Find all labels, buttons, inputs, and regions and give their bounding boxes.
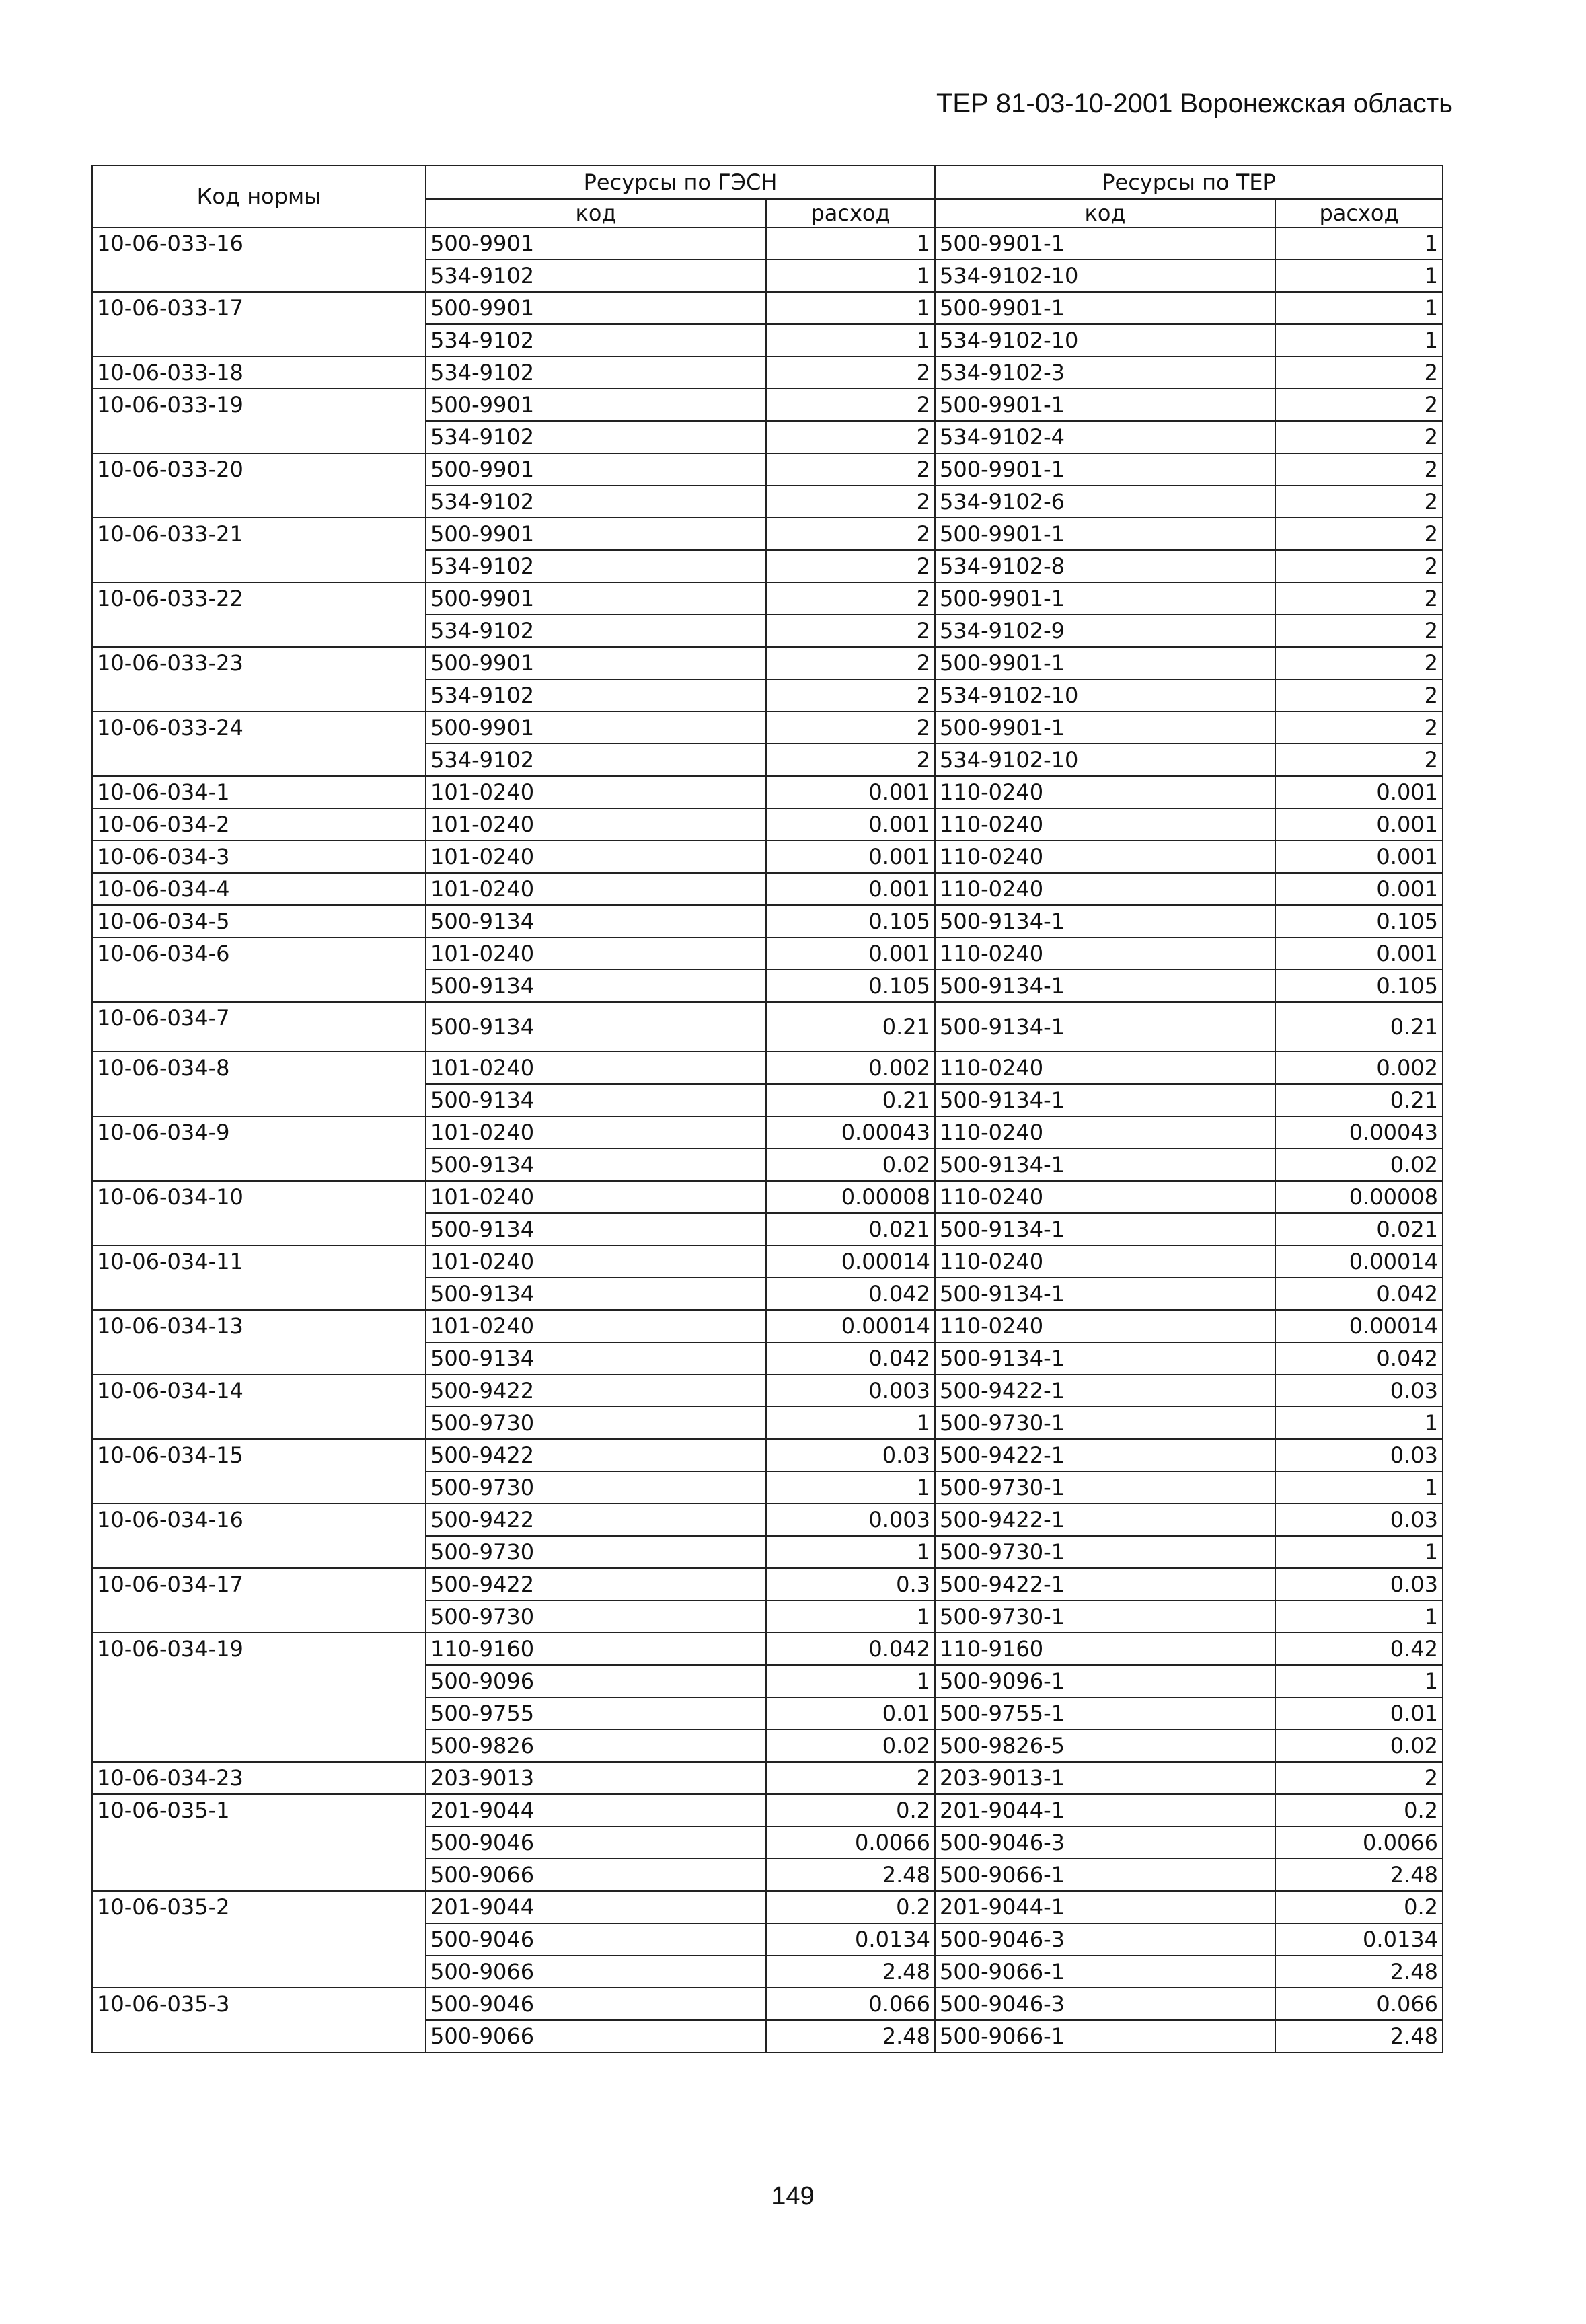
ter-code-cell: 110-0240 <box>935 1310 1275 1342</box>
table-row <box>92 1439 1443 1471</box>
norm-code-cell: 10-06-034-13 <box>92 1310 426 1374</box>
gesn-rate-cell: 0.3 <box>766 1568 935 1600</box>
table-row <box>92 808 1443 841</box>
ter-rate-header: расход <box>1275 199 1443 227</box>
ter-rate-cell: 1 <box>1275 1407 1443 1439</box>
ter-code-cell: 500-9066-1 <box>935 1859 1275 1891</box>
gesn-rate-cell: 0.003 <box>766 1504 935 1536</box>
table-row <box>92 647 1443 679</box>
norm-code-cell: 10-06-035-3 <box>92 1988 426 2052</box>
ter-rate-cell: 2 <box>1275 1762 1443 1794</box>
gesn-rate-cell: 0.21 <box>766 1084 935 1116</box>
gesn-code-cell: 534-9102 <box>426 744 766 776</box>
gesn-rate-cell: 0.105 <box>766 905 935 937</box>
gesn-rate-cell: 0.066 <box>766 1988 935 2020</box>
gesn-code-cell: 500-9096 <box>426 1665 766 1697</box>
norm-code-cell: 10-06-034-23 <box>92 1762 426 1794</box>
ter-rate-cell: 0.02 <box>1275 1149 1443 1181</box>
gesn-code-cell: 500-9422 <box>426 1568 766 1600</box>
gesn-rate-cell: 2 <box>766 389 935 421</box>
ter-rate-cell: 0.21 <box>1275 1084 1443 1116</box>
gesn-rate-cell: 1 <box>766 227 935 260</box>
ter-rate-cell: 0.2 <box>1275 1794 1443 1826</box>
ter-rate-cell: 0.03 <box>1275 1374 1443 1407</box>
ter-rate-cell: 0.03 <box>1275 1504 1443 1536</box>
gesn-rate-cell: 2 <box>766 356 935 389</box>
ter-rate-cell: 2 <box>1275 421 1443 453</box>
gesn-code-cell: 534-9102 <box>426 486 766 518</box>
gesn-code-cell: 500-9046 <box>426 1826 766 1859</box>
ter-code-cell: 203-9013-1 <box>935 1762 1275 1794</box>
gesn-code-cell: 500-9134 <box>426 1149 766 1181</box>
table-row <box>92 905 1443 937</box>
ter-code-cell: 500-9422-1 <box>935 1504 1275 1536</box>
gesn-rate-cell: 2 <box>766 1762 935 1794</box>
table-row <box>92 227 1443 260</box>
ter-resources-header: Ресурсы по ТЕР <box>935 165 1443 199</box>
norm-code-cell: 10-06-034-9 <box>92 1116 426 1181</box>
gesn-code-cell: 101-0240 <box>426 1052 766 1084</box>
ter-rate-cell: 0.2 <box>1275 1891 1443 1923</box>
gesn-rate-cell: 0.042 <box>766 1342 935 1374</box>
table-row <box>92 873 1443 905</box>
ter-code-cell: 110-9160 <box>935 1633 1275 1665</box>
ter-code-cell: 500-9134-1 <box>935 1084 1275 1116</box>
ter-rate-cell: 1 <box>1275 227 1443 260</box>
table-row <box>92 1245 1443 1278</box>
ter-code-cell: 500-9901-1 <box>935 227 1275 260</box>
gesn-code-cell: 534-9102 <box>426 260 766 292</box>
gesn-rate-cell: 2.48 <box>766 2020 935 2052</box>
gesn-code-cell: 500-9066 <box>426 2020 766 2052</box>
gesn-code-cell: 500-9134 <box>426 1213 766 1245</box>
norm-code-cell: 10-06-033-16 <box>92 227 426 292</box>
gesn-rate-cell: 0.001 <box>766 873 935 905</box>
norm-code-cell: 10-06-034-17 <box>92 1568 426 1633</box>
ter-code-header: код <box>935 199 1275 227</box>
ter-code-cell: 110-0240 <box>935 1052 1275 1084</box>
gesn-rate-cell: 0.02 <box>766 1149 935 1181</box>
gesn-rate-cell: 1 <box>766 1600 935 1633</box>
gesn-code-cell: 500-9422 <box>426 1504 766 1536</box>
gesn-code-cell: 500-9826 <box>426 1730 766 1762</box>
gesn-code-cell: 500-9422 <box>426 1374 766 1407</box>
ter-rate-cell: 0.001 <box>1275 841 1443 873</box>
ter-code-cell: 500-9422-1 <box>935 1374 1275 1407</box>
ter-rate-cell: 2 <box>1275 389 1443 421</box>
ter-code-cell: 110-0240 <box>935 937 1275 970</box>
table-row <box>92 1891 1443 1923</box>
gesn-code-cell: 500-9066 <box>426 1859 766 1891</box>
norm-code-cell: 10-06-034-3 <box>92 841 426 873</box>
ter-code-cell: 500-9901-1 <box>935 453 1275 486</box>
gesn-code-cell: 101-0240 <box>426 1245 766 1278</box>
table-row <box>92 1794 1443 1826</box>
ter-code-cell: 500-9134-1 <box>935 1278 1275 1310</box>
ter-rate-cell: 2 <box>1275 615 1443 647</box>
ter-code-cell: 500-9730-1 <box>935 1471 1275 1504</box>
ter-code-cell: 500-9901-1 <box>935 518 1275 550</box>
gesn-rate-cell: 1 <box>766 1665 935 1697</box>
ter-code-cell: 534-9102-10 <box>935 679 1275 711</box>
ter-code-cell: 500-9901-1 <box>935 292 1275 324</box>
gesn-code-cell: 534-9102 <box>426 615 766 647</box>
gesn-code-cell: 203-9013 <box>426 1762 766 1794</box>
ter-code-cell: 500-9422-1 <box>935 1568 1275 1600</box>
gesn-rate-cell: 0.002 <box>766 1052 935 1084</box>
gesn-code-cell: 500-9901 <box>426 711 766 744</box>
ter-rate-cell: 2 <box>1275 356 1443 389</box>
table-row <box>92 1052 1443 1084</box>
ter-rate-cell: 1 <box>1275 1600 1443 1633</box>
gesn-code-cell: 101-0240 <box>426 937 766 970</box>
table-row <box>92 1002 1443 1052</box>
gesn-rate-cell: 0.001 <box>766 776 935 808</box>
gesn-code-cell: 500-9730 <box>426 1600 766 1633</box>
ter-rate-cell: 0.03 <box>1275 1568 1443 1600</box>
gesn-rate-cell: 0.00043 <box>766 1116 935 1149</box>
ter-rate-cell: 0.021 <box>1275 1213 1443 1245</box>
gesn-rate-cell: 2 <box>766 615 935 647</box>
gesn-rate-cell: 2 <box>766 518 935 550</box>
gesn-code-header: код <box>426 199 766 227</box>
gesn-rate-cell: 0.021 <box>766 1213 935 1245</box>
norm-code-cell: 10-06-033-17 <box>92 292 426 356</box>
norm-code-cell: 10-06-033-19 <box>92 389 426 453</box>
gesn-code-cell: 101-0240 <box>426 1310 766 1342</box>
norm-code-cell: 10-06-034-14 <box>92 1374 426 1439</box>
ter-rate-cell: 1 <box>1275 260 1443 292</box>
table-row <box>92 1568 1443 1600</box>
gesn-rate-cell: 0.042 <box>766 1633 935 1665</box>
norm-code-cell: 10-06-034-4 <box>92 873 426 905</box>
table-row <box>92 292 1443 324</box>
ter-code-cell: 534-9102-10 <box>935 260 1275 292</box>
table-row <box>92 1988 1443 2020</box>
gesn-rate-cell: 1 <box>766 1407 935 1439</box>
gesn-rate-cell: 2 <box>766 486 935 518</box>
document-header: ТЕР 81-03-10-2001 Воронежская область <box>936 89 1453 118</box>
gesn-rate-cell: 1 <box>766 324 935 356</box>
ter-rate-cell: 0.01 <box>1275 1697 1443 1730</box>
gesn-code-cell: 201-9044 <box>426 1891 766 1923</box>
ter-code-cell: 534-9102-4 <box>935 421 1275 453</box>
gesn-rate-cell: 2 <box>766 744 935 776</box>
gesn-rate-cell: 0.0134 <box>766 1923 935 1955</box>
ter-code-cell: 110-0240 <box>935 1181 1275 1213</box>
norm-code-cell: 10-06-034-15 <box>92 1439 426 1504</box>
norm-code-cell: 10-06-034-1 <box>92 776 426 808</box>
table-row <box>92 1374 1443 1407</box>
gesn-rate-cell: 2.48 <box>766 1955 935 1988</box>
ter-code-cell: 500-9730-1 <box>935 1600 1275 1633</box>
norm-code-cell: 10-06-034-2 <box>92 808 426 841</box>
norm-code-cell: 10-06-034-8 <box>92 1052 426 1116</box>
table-row <box>92 1181 1443 1213</box>
ter-rate-cell: 0.42 <box>1275 1633 1443 1665</box>
gesn-rate-cell: 1 <box>766 292 935 324</box>
gesn-code-cell: 500-9134 <box>426 1084 766 1116</box>
gesn-rate-cell: 2 <box>766 647 935 679</box>
ter-code-cell: 110-0240 <box>935 1245 1275 1278</box>
ter-rate-cell: 2.48 <box>1275 1955 1443 1988</box>
gesn-code-cell: 500-9901 <box>426 292 766 324</box>
table-row <box>92 582 1443 615</box>
gesn-code-cell: 500-9422 <box>426 1439 766 1471</box>
gesn-code-cell: 500-9755 <box>426 1697 766 1730</box>
norm-code-cell: 10-06-033-23 <box>92 647 426 711</box>
ter-code-cell: 110-0240 <box>935 841 1275 873</box>
norm-code-cell: 10-06-034-5 <box>92 905 426 937</box>
gesn-code-cell: 500-9901 <box>426 518 766 550</box>
ter-rate-cell: 0.21 <box>1275 1002 1443 1052</box>
table-row <box>92 1116 1443 1149</box>
gesn-code-cell: 534-9102 <box>426 679 766 711</box>
gesn-rate-cell: 2 <box>766 679 935 711</box>
ter-rate-cell: 0.03 <box>1275 1439 1443 1471</box>
gesn-code-cell: 500-9046 <box>426 1923 766 1955</box>
ter-code-cell: 500-9901-1 <box>935 647 1275 679</box>
resources-table <box>91 165 1443 2053</box>
table-row <box>92 776 1443 808</box>
gesn-code-cell: 500-9901 <box>426 227 766 260</box>
gesn-rate-cell: 1 <box>766 1471 935 1504</box>
norm-code-cell: 10-06-035-1 <box>92 1794 426 1891</box>
gesn-code-cell: 101-0240 <box>426 776 766 808</box>
ter-rate-cell: 1 <box>1275 1665 1443 1697</box>
table-row <box>92 453 1443 486</box>
ter-code-cell: 500-9046-3 <box>935 1923 1275 1955</box>
ter-code-cell: 500-9730-1 <box>935 1407 1275 1439</box>
gesn-resources-header: Ресурсы по ГЭСН <box>426 165 935 199</box>
gesn-rate-cell: 2 <box>766 421 935 453</box>
gesn-code-cell: 500-9730 <box>426 1407 766 1439</box>
ter-rate-cell: 2.48 <box>1275 2020 1443 2052</box>
ter-rate-cell: 0.00014 <box>1275 1310 1443 1342</box>
gesn-rate-cell: 1 <box>766 1536 935 1568</box>
gesn-rate-cell: 0.042 <box>766 1278 935 1310</box>
gesn-rate-cell: 2 <box>766 711 935 744</box>
gesn-code-cell: 500-9134 <box>426 905 766 937</box>
ter-code-cell: 534-9102-9 <box>935 615 1275 647</box>
gesn-rate-cell: 2 <box>766 453 935 486</box>
ter-code-cell: 110-0240 <box>935 808 1275 841</box>
gesn-rate-header: расход <box>766 199 935 227</box>
ter-rate-cell: 2 <box>1275 518 1443 550</box>
gesn-rate-cell: 0.003 <box>766 1374 935 1407</box>
gesn-code-cell: 500-9901 <box>426 453 766 486</box>
gesn-code-cell: 500-9134 <box>426 1342 766 1374</box>
ter-code-cell: 500-9134-1 <box>935 1002 1275 1052</box>
gesn-rate-cell: 0.2 <box>766 1794 935 1826</box>
gesn-rate-cell: 0.03 <box>766 1439 935 1471</box>
ter-rate-cell: 0.105 <box>1275 905 1443 937</box>
ter-rate-cell: 0.042 <box>1275 1342 1443 1374</box>
gesn-rate-cell: 2.48 <box>766 1859 935 1891</box>
ter-rate-cell: 0.02 <box>1275 1730 1443 1762</box>
gesn-code-cell: 500-9730 <box>426 1536 766 1568</box>
ter-rate-cell: 2 <box>1275 744 1443 776</box>
gesn-code-cell: 500-9901 <box>426 582 766 615</box>
gesn-code-cell: 500-9134 <box>426 970 766 1002</box>
gesn-rate-cell: 0.001 <box>766 808 935 841</box>
norm-code-cell: 10-06-034-16 <box>92 1504 426 1568</box>
gesn-rate-cell: 0.00014 <box>766 1245 935 1278</box>
table-row <box>92 518 1443 550</box>
gesn-rate-cell: 0.00014 <box>766 1310 935 1342</box>
norm-code-cell: 10-06-034-7 <box>92 1002 426 1052</box>
ter-rate-cell: 0.00014 <box>1275 1245 1443 1278</box>
norm-code-cell: 10-06-033-24 <box>92 711 426 776</box>
ter-rate-cell: 0.00043 <box>1275 1116 1443 1149</box>
ter-code-cell: 534-9102-8 <box>935 550 1275 582</box>
gesn-rate-cell: 0.2 <box>766 1891 935 1923</box>
gesn-rate-cell: 0.02 <box>766 1730 935 1762</box>
gesn-code-cell: 101-0240 <box>426 1181 766 1213</box>
norm-code-cell: 10-06-034-19 <box>92 1633 426 1762</box>
ter-code-cell: 500-9046-3 <box>935 1826 1275 1859</box>
norm-code-cell: 10-06-034-10 <box>92 1181 426 1245</box>
norm-code-cell: 10-06-035-2 <box>92 1891 426 1988</box>
norm-code-cell: 10-06-033-18 <box>92 356 426 389</box>
norm-code-cell: 10-06-034-6 <box>92 937 426 1002</box>
ter-code-cell: 534-9102-10 <box>935 324 1275 356</box>
gesn-code-cell: 201-9044 <box>426 1794 766 1826</box>
ter-code-cell: 110-0240 <box>935 1116 1275 1149</box>
gesn-rate-cell: 0.00008 <box>766 1181 935 1213</box>
gesn-code-cell: 500-9066 <box>426 1955 766 1988</box>
ter-code-cell: 500-9046-3 <box>935 1988 1275 2020</box>
ter-rate-cell: 0.0066 <box>1275 1826 1443 1859</box>
gesn-code-cell: 534-9102 <box>426 324 766 356</box>
table-row <box>92 1504 1443 1536</box>
ter-code-cell: 500-9134-1 <box>935 1342 1275 1374</box>
ter-code-cell: 500-9826-5 <box>935 1730 1275 1762</box>
gesn-code-cell: 500-9134 <box>426 1002 766 1052</box>
ter-rate-cell: 0.002 <box>1275 1052 1443 1084</box>
ter-rate-cell: 2 <box>1275 550 1443 582</box>
ter-code-cell: 110-0240 <box>935 873 1275 905</box>
ter-code-cell: 500-9901-1 <box>935 389 1275 421</box>
ter-code-cell: 201-9044-1 <box>935 1891 1275 1923</box>
ter-rate-cell: 2 <box>1275 486 1443 518</box>
gesn-code-cell: 110-9160 <box>426 1633 766 1665</box>
ter-code-cell: 500-9134-1 <box>935 970 1275 1002</box>
ter-code-cell: 500-9901-1 <box>935 711 1275 744</box>
table-row <box>92 937 1443 970</box>
ter-code-cell: 500-9096-1 <box>935 1665 1275 1697</box>
gesn-code-cell: 500-9134 <box>426 1278 766 1310</box>
gesn-code-cell: 500-9901 <box>426 389 766 421</box>
norm-code-cell: 10-06-034-11 <box>92 1245 426 1310</box>
gesn-code-cell: 500-9730 <box>426 1471 766 1504</box>
gesn-rate-cell: 0.0066 <box>766 1826 935 1859</box>
gesn-rate-cell: 0.21 <box>766 1002 935 1052</box>
table-row <box>92 389 1443 421</box>
table-row <box>92 841 1443 873</box>
ter-code-cell: 534-9102-6 <box>935 486 1275 518</box>
ter-code-cell: 534-9102-10 <box>935 744 1275 776</box>
ter-rate-cell: 0.066 <box>1275 1988 1443 2020</box>
ter-code-cell: 500-9066-1 <box>935 2020 1275 2052</box>
ter-rate-cell: 0.00008 <box>1275 1181 1443 1213</box>
ter-rate-cell: 2 <box>1275 679 1443 711</box>
ter-code-cell: 500-9755-1 <box>935 1697 1275 1730</box>
norm-code-cell: 10-06-033-20 <box>92 453 426 518</box>
ter-code-cell: 500-9422-1 <box>935 1439 1275 1471</box>
gesn-code-cell: 101-0240 <box>426 808 766 841</box>
ter-rate-cell: 1 <box>1275 292 1443 324</box>
norm-code-header: Код нормы <box>92 165 426 227</box>
ter-rate-cell: 0.105 <box>1275 970 1443 1002</box>
gesn-code-cell: 534-9102 <box>426 356 766 389</box>
ter-rate-cell: 1 <box>1275 1536 1443 1568</box>
table-row <box>92 356 1443 389</box>
ter-rate-cell: 0.001 <box>1275 808 1443 841</box>
table-row <box>92 1762 1443 1794</box>
ter-rate-cell: 1 <box>1275 324 1443 356</box>
ter-rate-cell: 0.001 <box>1275 776 1443 808</box>
ter-rate-cell: 0.001 <box>1275 937 1443 970</box>
ter-code-cell: 500-9134-1 <box>935 905 1275 937</box>
table-body <box>92 227 1443 2052</box>
ter-code-cell: 534-9102-3 <box>935 356 1275 389</box>
ter-rate-cell: 2 <box>1275 711 1443 744</box>
ter-rate-cell: 2 <box>1275 647 1443 679</box>
gesn-code-cell: 101-0240 <box>426 873 766 905</box>
ter-code-cell: 500-9730-1 <box>935 1536 1275 1568</box>
ter-rate-cell: 2 <box>1275 453 1443 486</box>
ter-rate-cell: 2 <box>1275 582 1443 615</box>
norm-code-cell: 10-06-033-22 <box>92 582 426 647</box>
ter-rate-cell: 2.48 <box>1275 1859 1443 1891</box>
gesn-code-cell: 101-0240 <box>426 841 766 873</box>
ter-code-cell: 500-9901-1 <box>935 582 1275 615</box>
table-row <box>92 1310 1443 1342</box>
gesn-rate-cell: 0.001 <box>766 841 935 873</box>
gesn-rate-cell: 1 <box>766 260 935 292</box>
ter-code-cell: 500-9134-1 <box>935 1149 1275 1181</box>
ter-code-cell: 500-9066-1 <box>935 1955 1275 1988</box>
ter-code-cell: 110-0240 <box>935 776 1275 808</box>
page-number: 149 <box>771 2182 815 2210</box>
gesn-code-cell: 534-9102 <box>426 550 766 582</box>
gesn-rate-cell: 2 <box>766 550 935 582</box>
ter-rate-cell: 0.042 <box>1275 1278 1443 1310</box>
table-row <box>92 1633 1443 1665</box>
ter-code-cell: 201-9044-1 <box>935 1794 1275 1826</box>
gesn-code-cell: 101-0240 <box>426 1116 766 1149</box>
gesn-code-cell: 500-9046 <box>426 1988 766 2020</box>
gesn-rate-cell: 0.105 <box>766 970 935 1002</box>
ter-rate-cell: 0.001 <box>1275 873 1443 905</box>
norm-code-cell: 10-06-033-21 <box>92 518 426 582</box>
table-row <box>92 711 1443 744</box>
gesn-rate-cell: 0.01 <box>766 1697 935 1730</box>
gesn-rate-cell: 0.001 <box>766 937 935 970</box>
gesn-code-cell: 534-9102 <box>426 421 766 453</box>
gesn-code-cell: 500-9901 <box>426 647 766 679</box>
ter-rate-cell: 1 <box>1275 1471 1443 1504</box>
ter-rate-cell: 0.0134 <box>1275 1923 1443 1955</box>
gesn-rate-cell: 2 <box>766 582 935 615</box>
ter-code-cell: 500-9134-1 <box>935 1213 1275 1245</box>
